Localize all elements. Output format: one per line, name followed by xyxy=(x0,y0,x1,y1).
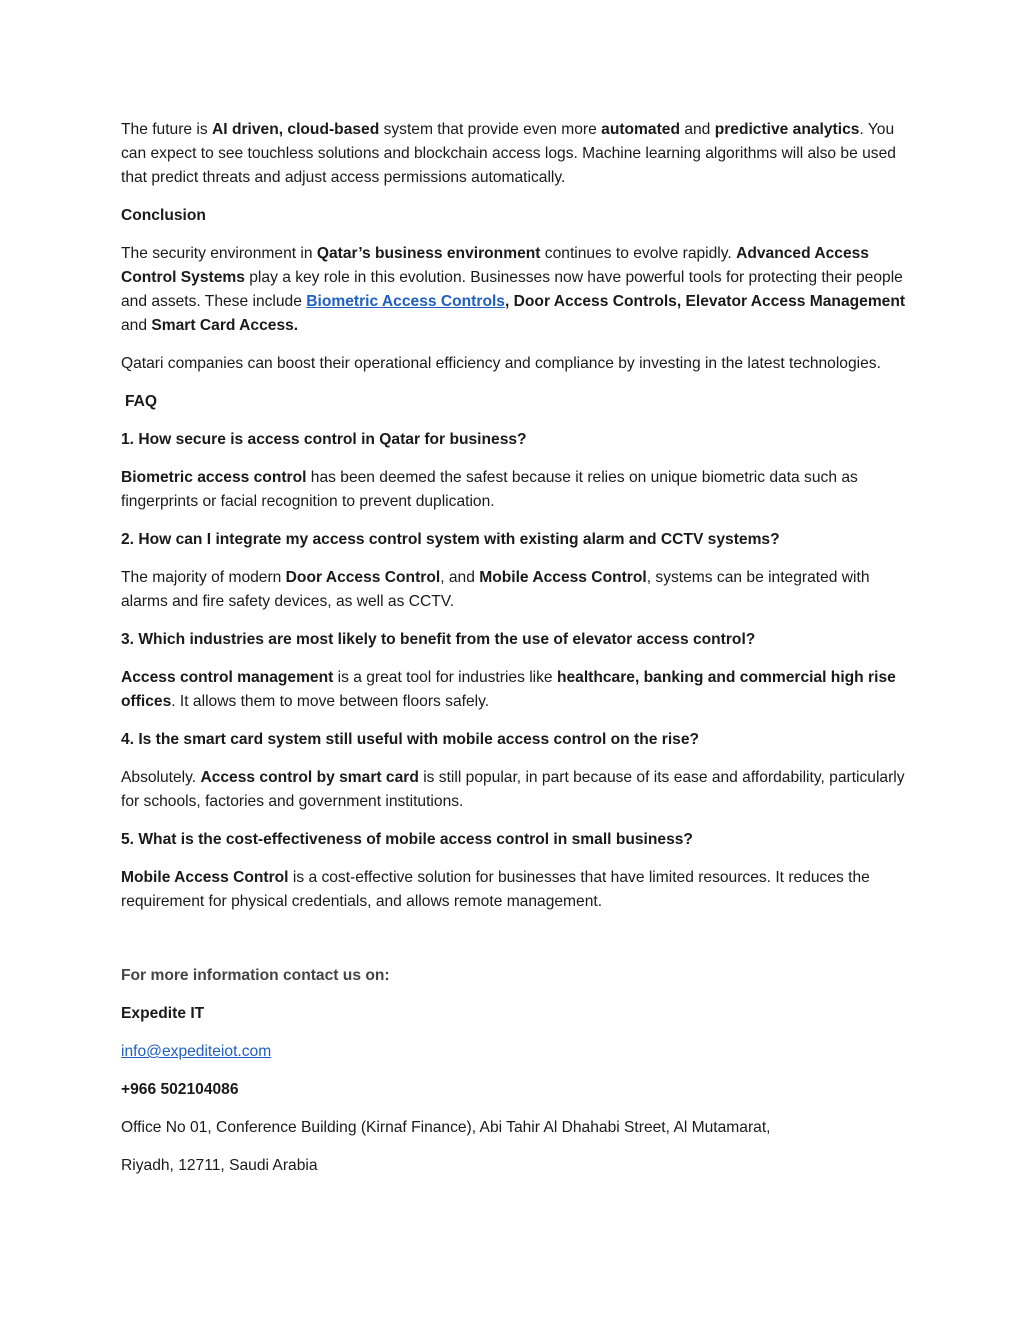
contact-email-line xyxy=(121,1040,911,1064)
conclusion-bold-advanced: Advanced Access Control Systems xyxy=(121,245,869,286)
faq-answer-1-bold: Biometric access control xyxy=(121,469,307,486)
contact-address-1: Office No 01, Conference Building (Kirnaf Finance), Abi Tahir Al Dhahabi Street, Al Mutamarat, xyxy=(121,1119,771,1136)
faq-answer-5-text: is a cost-effective solution for businesses that have limited resources. It reduces the requirement for physical credentials, and allows remote management. xyxy=(121,869,870,910)
faq-question-4: 4. Is the smart card system still useful with mobile access control on the rise? xyxy=(121,731,700,748)
biometric-access-controls-link[interactable]: Biometric Access Controls xyxy=(306,293,505,310)
conclusion-bold-qatar: Qatar’s business environment xyxy=(316,245,541,262)
faq-answer-4-text-1: Absolutely. xyxy=(121,769,201,786)
faq-answer-3-bold-2: healthcare, banking and commercial high rise offices xyxy=(121,669,896,710)
conclusion-paragraph-2: Qatari companies can boost their operational efficiency and compliance by investing in the latest technologies. xyxy=(121,355,881,372)
faq-question-5: 5. What is the cost-effectiveness of mobile access control in small business? xyxy=(121,831,693,848)
contact-address-2: Riyadh, 12711, Saudi Arabia xyxy=(121,1157,318,1174)
conclusion-paragraph-1 xyxy=(121,242,911,338)
conclusion-text-1: The security environment in xyxy=(121,245,317,262)
faq-answer-2-bold-2: Mobile Access Control xyxy=(479,569,647,586)
faq-answer-2-text-1: The majority of modern xyxy=(121,569,286,586)
intro-bold-predictive: predictive analytics xyxy=(714,121,860,138)
faq-question-3: 3. Which industries are most likely to benefit from the use of elevator access control? xyxy=(121,631,756,648)
contact-company: Expedite IT xyxy=(121,1005,205,1022)
faq-answer-1-text: has been deemed the safest because it relies on unique biometric data such as fingerprints or facial recognition to prevent duplication. xyxy=(121,469,858,510)
conclusion-text-3: play a key role in this evolution. Businesses now have powerful tools for protecting their people and assets. These include xyxy=(121,269,903,310)
document-page xyxy=(121,118,911,1192)
faq-answer-2-text-2: , and xyxy=(440,569,480,586)
contact-phone: +966 502104086 xyxy=(121,1081,239,1098)
faq-answer-4-bold: Access control by smart card xyxy=(200,769,419,786)
conclusion-text-4: and xyxy=(121,317,152,334)
faq-answer-2 xyxy=(121,566,911,614)
intro-bold-automated: automated xyxy=(601,121,680,138)
conclusion-bold-smart-card: Smart Card Access. xyxy=(151,317,299,334)
faq-answer-4-text-2: is still popular, in part because of its ease and affordability, particularly for schools, factories and government institutions. xyxy=(121,769,905,810)
faq-question-2: 2. How can I integrate my access control system with existing alarm and CCTV systems? xyxy=(121,531,780,548)
faq-answer-5 xyxy=(121,866,911,914)
faq-answer-3 xyxy=(121,666,911,714)
faq-answer-3-bold-1: Access control management xyxy=(121,669,334,686)
faq-answer-4 xyxy=(121,766,911,814)
contact-email-link[interactable]: info@expediteiot.com xyxy=(121,1043,272,1060)
faq-answer-1 xyxy=(121,466,911,514)
faq-answer-3-text-1: is a great tool for industries like xyxy=(333,669,557,686)
conclusion-text-2: continues to evolve rapidly. xyxy=(540,245,737,262)
faq-answer-2-bold-1: Door Access Control xyxy=(285,569,441,586)
intro-paragraph xyxy=(121,118,911,190)
intro-bold-ai-cloud: AI driven, cloud-based xyxy=(212,121,380,138)
intro-text-1: The future is xyxy=(121,121,213,138)
faq-answer-3-text-2: . It allows them to move between floors safely. xyxy=(171,693,490,710)
faq-answer-2-text-3: , systems can be integrated with alarms and fire safety devices, as well as CCTV. xyxy=(121,569,870,610)
conclusion-heading: Conclusion xyxy=(121,207,206,224)
contact-heading: For more information contact us on: xyxy=(121,967,390,984)
intro-text-2: system that provide even more xyxy=(379,121,602,138)
intro-text-4: . You can expect to see touchless solutions and blockchain access logs. Machine learning algorithms will also be used that predict threats and adjust access permissions automatically. xyxy=(121,121,896,186)
faq-answer-5-bold: Mobile Access Control xyxy=(121,869,289,886)
conclusion-bold-door-elevator: , Door Access Controls, Elevator Access Management xyxy=(504,293,906,310)
intro-text-3: and xyxy=(680,121,715,138)
faq-question-1: 1. How secure is access control in Qatar for business? xyxy=(121,431,527,448)
faq-heading: FAQ xyxy=(125,393,158,410)
